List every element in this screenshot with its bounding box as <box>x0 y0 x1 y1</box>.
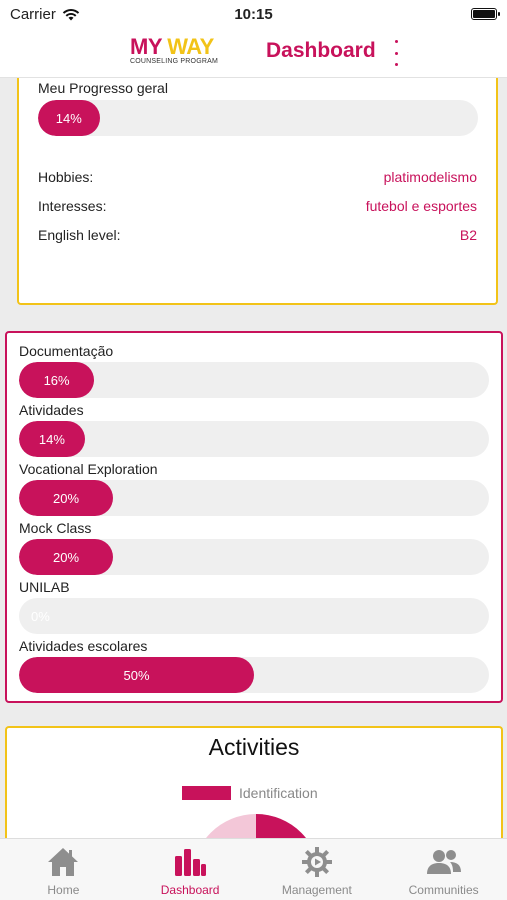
people-icon <box>426 845 462 879</box>
english-level-label: English level: <box>38 227 121 243</box>
progress-bar <box>19 480 489 516</box>
activities-pie-chart <box>7 728 505 838</box>
tab-label: Home <box>47 883 80 897</box>
progress-item-label: UNILAB <box>19 579 70 595</box>
status-bar <box>0 0 507 28</box>
logo-subtitle: COUNSELING PROGRAM <box>130 58 218 65</box>
progress-fill: 20% <box>19 480 113 516</box>
progress-item-label: Vocational Exploration <box>19 461 158 477</box>
activities-title: Activities <box>208 734 300 760</box>
profile-card <box>17 78 498 305</box>
logo-my: MY <box>130 34 162 59</box>
status-time: 10:15 <box>234 5 273 23</box>
progress-bar <box>19 362 489 398</box>
category-progress-card <box>5 331 503 703</box>
progress-item-label: Documentação <box>19 343 114 359</box>
legend-label: Identification <box>239 785 318 801</box>
page-title: Dashboard <box>266 39 376 62</box>
tab-label: Dashboard <box>160 883 220 897</box>
progress-bar <box>19 598 489 634</box>
hobbies-label: Hobbies: <box>38 169 94 185</box>
tab-dashboard[interactable] <box>127 839 254 900</box>
tab-communities[interactable] <box>380 839 507 900</box>
carrier-label: Carrier <box>10 5 56 23</box>
home-icon <box>45 845 81 879</box>
gear-icon <box>299 845 335 879</box>
dashboard-content[interactable] <box>0 78 507 838</box>
interests-label: Interesses: <box>38 198 107 214</box>
hobbies-value: platimodelismo <box>383 169 477 185</box>
english-level-value: B2 <box>459 227 477 243</box>
overall-progress-bar <box>38 100 478 136</box>
overall-progress-fill: 14% <box>38 100 100 136</box>
tab-label: Communities <box>408 883 479 897</box>
progress-fill: 16% <box>19 362 94 398</box>
progress-fill: 14% <box>19 421 85 457</box>
progress-bar <box>19 421 489 457</box>
app-header <box>0 28 507 78</box>
logo-way: WAY <box>167 34 214 59</box>
progress-item-label: Atividades <box>19 402 84 418</box>
progress-bar <box>19 539 489 575</box>
tab-home[interactable] <box>0 839 127 900</box>
more-menu-icon[interactable] <box>392 40 400 66</box>
battery-icon <box>471 8 497 20</box>
progress-fill: 0% <box>31 608 50 624</box>
tab-management[interactable] <box>254 839 381 900</box>
app-logo <box>130 36 235 66</box>
progress-fill: 20% <box>19 539 113 575</box>
bar-chart-icon <box>172 845 208 879</box>
pie-slice <box>256 814 320 838</box>
progress-item-label: Atividades escolares <box>19 638 148 654</box>
interests-value: futebol e esportes <box>365 198 477 214</box>
tab-label: Management <box>281 883 352 897</box>
bottom-tab-bar <box>0 838 507 900</box>
progress-fill: 50% <box>19 657 254 693</box>
activities-card <box>5 726 503 838</box>
progress-bar <box>19 657 489 693</box>
progress-item-label: Mock Class <box>19 520 92 536</box>
overall-progress-label: Meu Progresso geral <box>38 80 168 96</box>
